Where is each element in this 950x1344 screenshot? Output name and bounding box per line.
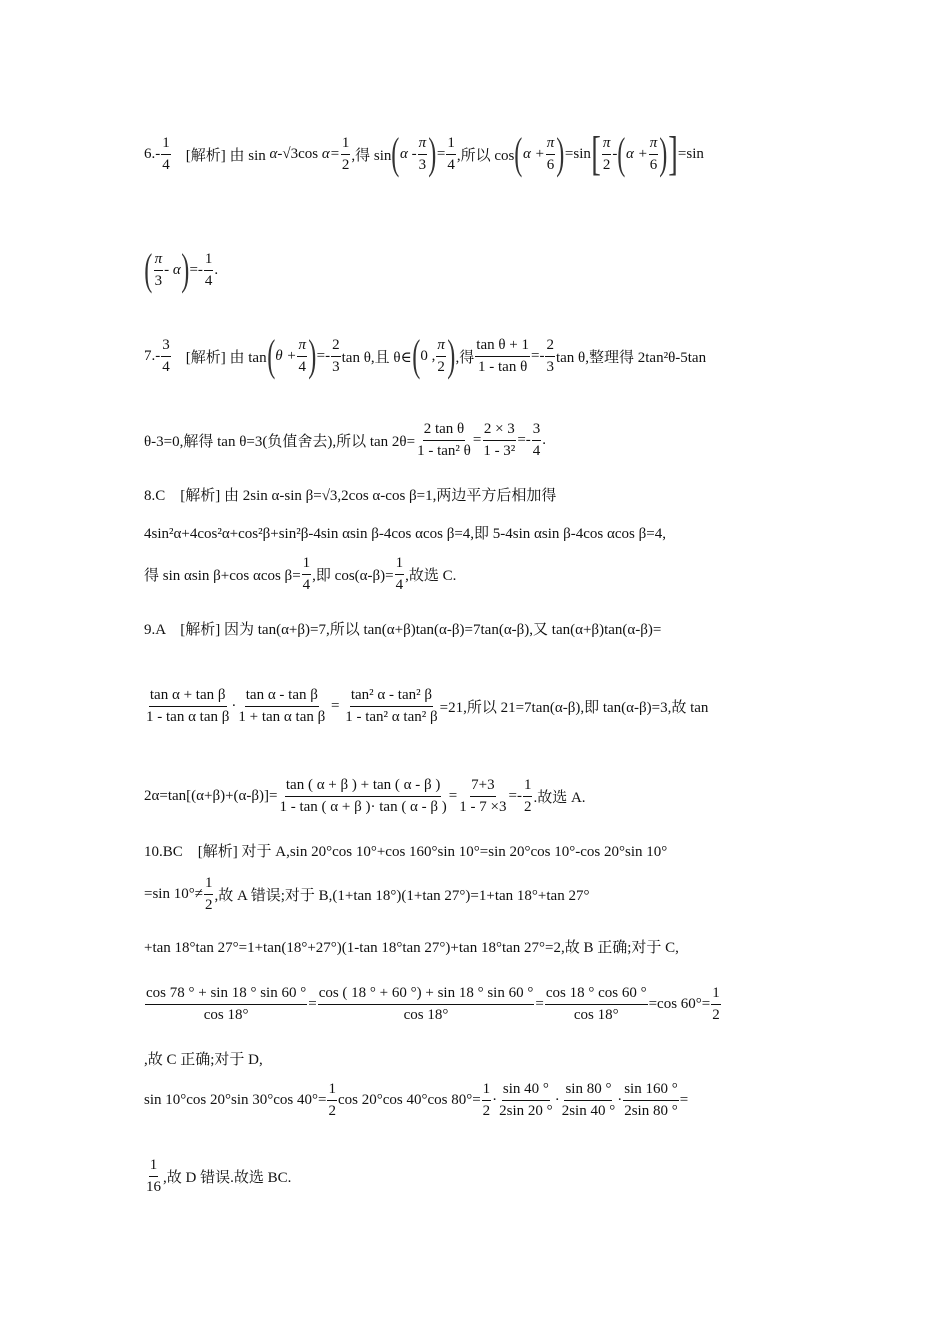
q7-text: 0 , <box>420 347 436 364</box>
q8-frac-2: $\frac{1}{4}$ <box>395 555 404 593</box>
q10-text: · <box>492 1092 498 1108</box>
q10-text: = <box>308 996 317 1012</box>
q10-text: =sin 10°≠ <box>144 886 203 902</box>
q10-result: $\frac{1}{16}$ <box>146 1157 161 1195</box>
q6-line-2 <box>144 245 219 294</box>
q6-answer: $\frac{1}{4}$ <box>162 134 170 173</box>
q9-frac-4: $\frac{\tan ( \alpha + \beta ) + \tan ( \alpha - \beta )}{1 - \tan ( \alpha + \beta )\cdot \tan ( \alpha - \beta )}$ <box>279 777 447 815</box>
q10-frac-c4: $\frac{1}{2}$ <box>712 985 720 1023</box>
q10-frac-d2: $\frac{\sin 40 ^\circ}{2\sin 20 ^\circ}$ <box>499 1081 553 1119</box>
q7-text: 由 tan <box>229 349 267 366</box>
q7-text: =- <box>531 347 545 364</box>
q6-text: = <box>436 145 446 162</box>
q6-frac-pi6b: $\frac{\pi}{6}$ <box>649 134 658 173</box>
q6-text: α - <box>400 145 417 162</box>
q7-number: 7. <box>144 347 156 364</box>
q10-frac-c3: $\frac{\cos 18 ^\circ \cos 60 ^\circ}{\cos 18^\circ}$ <box>545 985 647 1023</box>
q6-text: - <box>612 145 618 162</box>
q6-text: α + <box>522 145 545 162</box>
q10-line-2 <box>144 876 589 913</box>
left-paren: ( <box>144 245 153 294</box>
q10-text: = <box>679 1092 689 1108</box>
q9-line-3 <box>144 778 586 815</box>
q6-analysis-tag: [解析] <box>185 147 226 164</box>
q9-frac-5: $\frac{7+3}{1 - 7 \times 3}$ <box>459 777 507 815</box>
q7-frac-pi2: $\frac{\pi}{2}$ <box>437 336 445 375</box>
q10-text: = <box>535 996 544 1012</box>
q6-sqrt3: √3 <box>282 145 299 162</box>
q9-text: 9.A [解析] 因为 tan(α+β)=7,所以 tan(α+β)tan(α-β)=7tan(α-β),又 tan(α+β)tan(α-β)= <box>144 622 662 638</box>
q8-line-3 <box>144 556 456 593</box>
q10-line-1 <box>144 840 667 861</box>
q9-frac-6: $\frac{1}{2}$ <box>523 777 532 815</box>
q6-frac-pi2: $\frac{\pi}{2}$ <box>602 134 611 173</box>
q7-line-1 <box>144 331 707 380</box>
q10-frac-d1b: $\frac{1}{2}$ <box>482 1081 491 1119</box>
q10-text: · <box>554 1092 560 1108</box>
left-paren: ( <box>391 129 400 178</box>
q10-frac-c2: $\frac{\cos ( 18 ^\circ + 60 ^\circ) + \sin 18 ^\circ \sin 60 ^\circ}{\cos 18^\circ}$ <box>318 985 534 1023</box>
q7-text: tan θ,整理得 2tan²θ-5tan <box>555 349 707 366</box>
q10-text: =cos 60°= <box>648 996 711 1012</box>
q7-frac-tan: $\frac{\text{tan θ + 1}}{\text{1 - tan θ}}$ <box>476 336 530 375</box>
q6-number: 6. <box>144 145 156 162</box>
q10-line-4 <box>144 986 722 1023</box>
q6-result: $\frac{1}{4}$ <box>204 250 213 289</box>
q7-text: tan θ,且 θ∈ <box>341 349 412 366</box>
q9-line-2 <box>144 688 708 725</box>
left-paren: ( <box>617 129 626 178</box>
q10-line-7 <box>144 1158 291 1195</box>
q6-text: ,所以 cos <box>456 147 515 164</box>
q8-text: ,故选 C. <box>405 568 457 584</box>
q10-text: ,故 C 正确;对于 D, <box>144 1052 263 1068</box>
q7-text: . <box>542 432 547 448</box>
right-paren: ) <box>428 129 437 178</box>
q6-line-1 <box>144 127 704 180</box>
q8-frac-1: $\frac{1}{4}$ <box>302 555 311 593</box>
q7-result: $\frac{3}{4}$ <box>532 421 541 459</box>
q10-frac-d1: $\frac{1}{2}$ <box>328 1081 336 1119</box>
q7-frac-23: $\frac{2}{3}$ <box>332 336 340 375</box>
q9-frac-3: $\frac{\text{tan² α - tan² β}}{\text{1 - tan² α tan² β}}$ <box>345 687 438 725</box>
q8-line-2 <box>144 522 666 543</box>
q10-text: ,故 A 错误;对于 B,(1+tan 18°)(1+tan 27°)=1+tan 18°+tan 27° <box>214 888 590 904</box>
q6-frac-pi6: $\frac{\pi}{6}$ <box>546 134 555 173</box>
q6-text: α + <box>626 145 648 162</box>
q6-answer-sign: - <box>155 145 161 162</box>
q7-text: θ-3=0,解得 tan θ=3(负值舍去),所以 tan 2θ= <box>144 434 416 450</box>
q7-answer: $\frac{3}{4}$ <box>162 336 170 375</box>
q6-text: cos <box>298 145 319 162</box>
q6-text: =sin <box>677 145 704 162</box>
q7-text: θ + <box>275 347 297 364</box>
q7-text: =- <box>517 432 531 448</box>
q6-text: . <box>214 261 219 278</box>
q6-text: =- <box>189 261 203 278</box>
q8-line-1 <box>144 484 556 505</box>
q7-line-2: θ-3=0,解得 tan θ=3(负值舍去),所以 tan 2θ= $\frac{\text{2 tan θ}}{\text{1 - tan² θ}}$ = $\frac{2 \times 3}{\text{1 - 3²}}$ =- $\frac{3}{4}$ . <box>144 421 547 459</box>
q7-answer-sign: - <box>155 347 161 364</box>
q7-frac-num: $\frac{2 \times 3}{\text{1 - 3²}}$ <box>483 421 516 459</box>
right-paren: ) <box>447 331 456 380</box>
q6-frac-pi3b: $\frac{\pi}{3}$ <box>154 250 163 289</box>
q7-frac-pi4: $\frac{\pi}{4}$ <box>298 336 306 375</box>
q6-text: - <box>277 145 283 162</box>
q10-text: 10.BC [解析] 对于 A,sin 20°cos 10°+cos 160°sin 10°=sin 20°cos 10°-cos 20°sin 10° <box>144 844 668 860</box>
q6-text: - α <box>164 261 181 278</box>
q9-frac-1: $\frac{\text{tan α + tan β}}{\text{1 - tan α tan β}}$ <box>146 687 230 725</box>
q10-line-5 <box>144 1048 263 1069</box>
q9-frac-2: $\frac{\text{tan α - tan β}}{\text{1 + tan α tan β}}$ <box>238 687 326 725</box>
q6-frac-half: $\frac{1}{2}$ <box>341 134 350 173</box>
q9-text: · <box>231 698 237 714</box>
q8-text: 4sin²α+4cos²α+cos²β+sin²β-4sin αsin β-4cos αcos β=4,即 5-4sin αsin β-4cos αcos β=4, <box>144 526 666 542</box>
left-paren: ( <box>266 331 275 380</box>
right-paren: ) <box>659 129 668 178</box>
q10-text: ,故 D 错误.故选 BC. <box>163 1170 292 1186</box>
q10-text: +tan 18°tan 27°=1+tan(18°+27°)(1-tan 18°tan 27°)+tan 18°tan 27°=2,故 B 正确;对于 C, <box>144 940 679 956</box>
q7-text: ,得 <box>455 349 475 366</box>
q6-text: 由 sin <box>229 147 266 164</box>
q6-alpha: α <box>269 145 278 162</box>
q9-line-1 <box>144 618 661 639</box>
q9-text: =- <box>508 788 522 804</box>
q8-text: 8.C [解析] 由 2sin α-sin β=√3,2cos α-cos β=1,两边平方后相加得 <box>144 488 557 504</box>
q7-frac-tan2: $\frac{\text{2 tan θ}}{\text{1 - tan² θ}}$ <box>417 421 471 459</box>
right-paren: ) <box>556 129 565 178</box>
q10-line-3 <box>144 936 679 957</box>
right-paren: ) <box>181 245 190 294</box>
q10-frac-c1: $\frac{\cos 78 ^\circ + \sin 18 ^\circ \sin 60 ^\circ}{\cos 18^\circ}$ <box>146 985 307 1023</box>
q10-frac-d3: $\frac{\sin 80 ^\circ}{2\sin 40 ^\circ}$ <box>561 1081 616 1119</box>
q6-frac-quarter: $\frac{1}{4}$ <box>447 134 455 173</box>
q10-text: · <box>617 1092 623 1108</box>
q6-frac-pi3: $\frac{\pi}{3}$ <box>418 134 427 173</box>
q9-text: = <box>331 698 340 714</box>
q10-frac-half: $\frac{1}{2}$ <box>204 875 213 913</box>
left-paren: ( <box>514 129 523 178</box>
right-paren: ) <box>308 331 317 380</box>
left-paren: ( <box>411 331 421 380</box>
q6-text: ,得 sin <box>351 147 392 164</box>
right-bracket: ] <box>668 127 678 180</box>
q7-analysis-tag: [解析] <box>185 349 226 366</box>
q10-line-6 <box>144 1082 688 1119</box>
left-bracket: [ <box>591 127 601 180</box>
q9-text: 2α=tan[(α+β)+(α-β)]= <box>144 788 278 804</box>
q10-text: cos 20°cos 40°cos 80°= <box>337 1092 481 1108</box>
q6-text: α= <box>321 145 340 162</box>
q10-text: sin 10°cos 20°sin 30°cos 40°= <box>144 1092 327 1108</box>
q9-text: = <box>448 788 458 804</box>
q9-text: =21,所以 21=7tan(α-β),即 tan(α-β)=3,故 tan <box>439 700 709 716</box>
q10-frac-d4: $\frac{\sin 160 ^\circ}{2\sin 80 ^\circ}$ <box>624 1081 678 1119</box>
q6-text: =sin <box>564 145 591 162</box>
q7-text: =- <box>316 347 331 364</box>
q8-text: 得 sin αsin β+cos αcos β= <box>144 568 301 584</box>
q8-text: ,即 cos(α-β)= <box>312 568 394 584</box>
q9-text: .故选 A. <box>533 790 586 806</box>
q7-frac-23b: $\frac{2}{3}$ <box>546 336 554 375</box>
